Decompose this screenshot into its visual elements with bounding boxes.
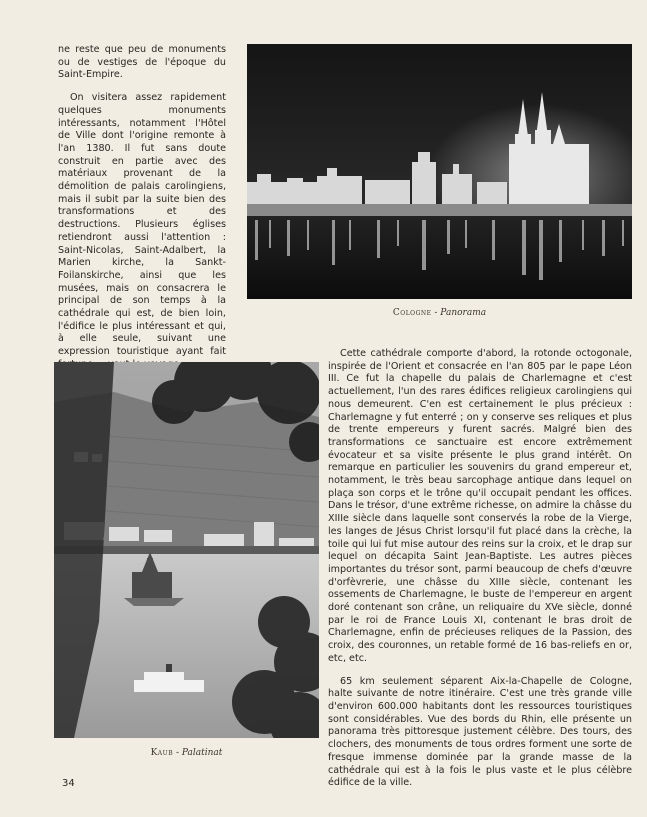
cologne-night-photo — [247, 44, 632, 299]
cologne-caption-separator: - — [431, 308, 441, 318]
right-paragraph-2: 65 km seulement séparent Aix-la-Chapelle de Cologne, halte suivante de notre itinéraire. C'est une très grande ville d'environ 600.000 habitants dont les ressources touristiques sont considérables. Vue des bords du Rhin, elle présente un panorama très pittoresque justement célèbre. Des tours, des clochers, des monuments de tous ordres forment une sorte de fresque immense dominée par la grande masse de la cathédrale qui est à la fois le plus vaste et le plus célèbre édifice de la ville. — [328, 675, 632, 789]
kaub-rhine-photo — [54, 362, 319, 738]
cologne-caption — [247, 308, 632, 318]
kaub-caption — [54, 748, 319, 758]
kaub-caption-place: Kaub — [150, 748, 174, 758]
right-column-text — [328, 348, 632, 790]
right-paragraph-1: Cette cathédrale comporte d'abord, la rotonde octogonale, inspirée de l'Orient et consacrée en l'an 805 par le pape Léon III. Ce fut la chapelle du palais de Charlemagne et c'est actuellement, l'un des rares édifices religieux carolingiens qui nous demeurent. C'en est certainement le plus précieux : Charlemagne y fut enterré ; on y conserve ses reliques et plus de trente empereurs y furent sacrés. Malgré bien des transformations ce sanctuaire est encore extrêmement évocateur et sa visite présente le plus grand intérêt. On remarque en particulier les souvenirs du grand empereur et, notamment, le très beau sarcophage antique dans lequel on plaça son corps et le trône qu'il occupait pendant les offices. Dans le trésor, d'une extrême richesse, on admire la châsse du XIIIe siècle dans laquelle sont conservés la robe de la Vierge, les langes de Jésus Christ lorsqu'il fut placé dans la crèche, la toile qui lui fut mise autour des reins sur la croix, et le drap sur lequel on décapita Saint Jean-Baptiste. Les autres pièces importantes du trésor sont, parmi beaucoup de chefs d'œuvre d'orfèvrerie, une châsse du XIIIe siècle, contenant les ossements de Charlemagne, le buste de l'empereur en argent doré contenant son crâne, un reliquaire du XVe siècle, donné par le roi de France Louis XI, contenant le bras droit de Charlemagne, enfin de précieuses reliques de la Passion, des croix, des couronnes, un retable formé de 16 bas-reliefs en or, etc, etc. — [328, 348, 632, 664]
left-column-text — [58, 44, 226, 372]
cologne-caption-place: Cologne — [392, 308, 432, 318]
cologne-night-photo-image — [247, 44, 632, 299]
left-paragraph-2: On visitera assez rapidement quelques monuments intéressants, notamment l'Hôtel de Ville dont l'origine remonte à l'an 1380. Il fut sans doute construit en partie avec des matériaux provenant de la démolition de palais carolingiens, mais il subit par la suite bien des transformations et des destructions. Plusieurs églises retiendront aussi l'attention : Saint-Nicolas, Saint-Adalbert, la Marien kirche, la Sankt-Foilanskirche, ainsi que les musées, mais on consacrera le principal de son temps à la cathédrale qui est, de bien loin, l'édifice le plus intéressant et qui, à elle seule, suivant une expression touristique ayant fait — [58, 92, 226, 358]
cologne-caption-region: Panorama — [440, 308, 487, 318]
kaub-rhine-photo-image — [54, 362, 319, 738]
left-paragraph-1: ne reste que peu de monuments ou de vestiges de l'époque du Saint-Empire. — [58, 44, 226, 81]
kaub-caption-separator: - — [173, 748, 182, 758]
kaub-caption-region: Palatinat — [181, 748, 223, 758]
page-number: 34 — [62, 778, 75, 789]
